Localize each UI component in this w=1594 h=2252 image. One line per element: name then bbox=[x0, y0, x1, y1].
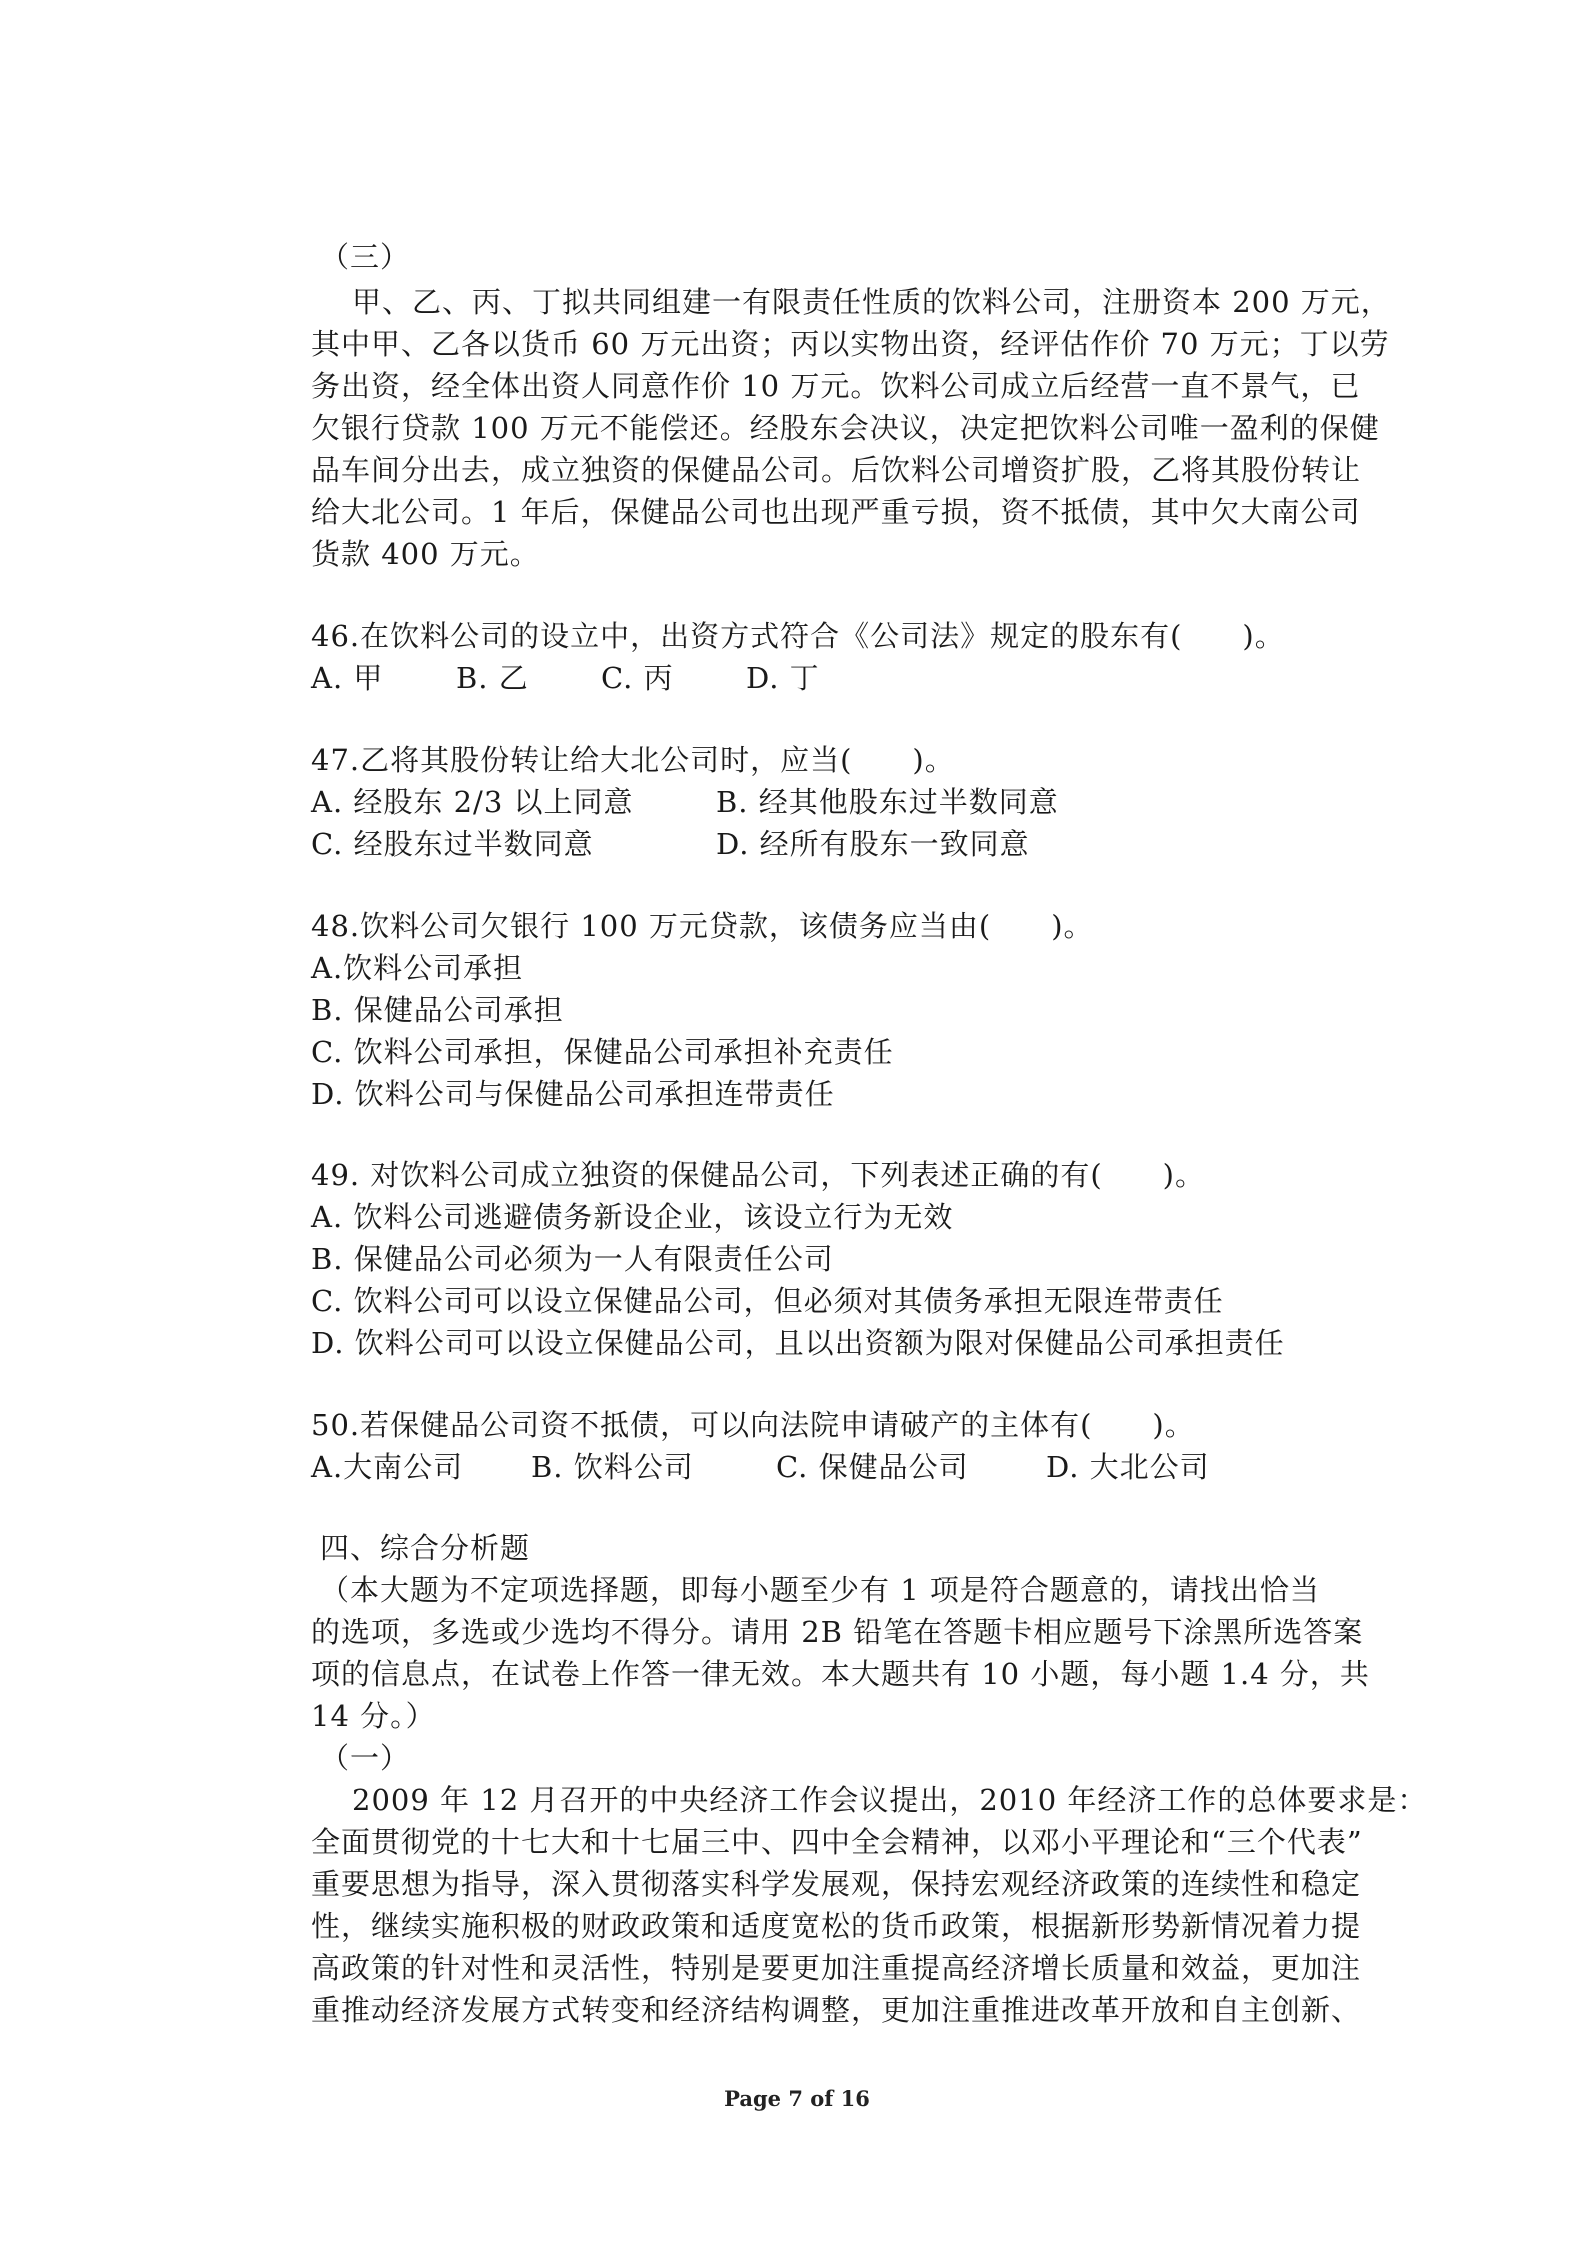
passage-line: 性，继续实施积极的财政政策和适度宽松的货币政策，根据新形势新情况着力提 bbox=[311, 1909, 1362, 1943]
option-c: C. 饮料公司可以设立保健品公司，但必须对其债务承担无限连带责任 bbox=[311, 1284, 1224, 1318]
option-d: D. 饮料公司与保健品公司承担连带责任 bbox=[311, 1077, 835, 1111]
case-line: 甲、乙、丙、丁拟共同组建一有限责任性质的饮料公司，注册资本 200 万元， bbox=[352, 285, 1391, 319]
option-d: D. 大北公司 bbox=[1046, 1450, 1210, 1484]
option-b: B. 保健品公司承担 bbox=[311, 993, 564, 1027]
passage-line: 高政策的针对性和灵活性，特别是要更加注重提高经济增长质量和效益，更加注 bbox=[311, 1951, 1362, 1985]
case-line: 品车间分出去，成立独资的保健品公司。后饮料公司增资扩股，乙将其股份转让 bbox=[311, 453, 1362, 487]
instruction-line: （本大题为不定项选择题，即每小题至少有 1 项是符合题意的，请找出恰当 bbox=[320, 1573, 1320, 1607]
instruction-line: 14 分。） bbox=[311, 1699, 436, 1733]
option-b: B. 经其他股东过半数同意 bbox=[716, 785, 1059, 819]
option-a: A. 经股东 2/3 以上同意 bbox=[311, 785, 634, 819]
passage-line: 全面贯彻党的十七大和十七届三中、四中全会精神，以邓小平理论和“三个代表” bbox=[311, 1825, 1363, 1859]
instruction-line: 项的信息点，在试卷上作答一律无效。本大题共有 10 小题，每小题 1.4 分，共 bbox=[311, 1657, 1370, 1691]
option-b: B. 饮料公司 bbox=[531, 1450, 694, 1484]
option-c: C. 饮料公司承担，保健品公司承担补充责任 bbox=[311, 1035, 894, 1069]
instruction-line: 的选项，多选或少选均不得分。请用 2B 铅笔在答题卡相应题号下涂黑所选答案 bbox=[311, 1615, 1364, 1649]
question-47-stem: 47.乙将其股份转让给大北公司时，应当( )。 bbox=[311, 743, 955, 777]
passage-line: 重要思想为指导，深入贯彻落实科学发展观，保持宏观经济政策的连续性和稳定 bbox=[311, 1867, 1362, 1901]
option-a: A.饮料公司承担 bbox=[311, 951, 524, 985]
case-line: 其中甲、乙各以货币 60 万元出资；丙以实物出资，经评估作价 70 万元；丁以劳 bbox=[311, 327, 1390, 361]
option-a: A. 饮料公司逃避债务新设企业，该设立行为无效 bbox=[311, 1200, 954, 1234]
question-46-stem: 46.在饮料公司的设立中，出资方式符合《公司法》规定的股东有( )。 bbox=[311, 619, 1285, 653]
page-number: Page 7 of 16 bbox=[724, 2086, 870, 2111]
option-b: B. 保健品公司必须为一人有限责任公司 bbox=[311, 1242, 834, 1276]
option-c: C. 丙 bbox=[601, 661, 674, 695]
option-c: C. 保健品公司 bbox=[776, 1450, 969, 1484]
question-48-stem: 48.饮料公司欠银行 100 万元贷款，该债务应当由( )。 bbox=[311, 909, 1094, 943]
question-50-stem: 50.若保健品公司资不抵债，可以向法院申请破产的主体有( )。 bbox=[311, 1408, 1195, 1442]
option-a: A. 甲 bbox=[311, 661, 384, 695]
case-line: 务出资，经全体出资人同意作价 10 万元。饮料公司成立后经营一直不景气，已 bbox=[311, 369, 1361, 403]
section-3-heading: （三） bbox=[320, 240, 411, 274]
passage-line: 2009 年 12 月召开的中央经济工作会议提出，2010 年经济工作的总体要求是： bbox=[352, 1783, 1428, 1817]
option-b: B. 乙 bbox=[456, 661, 529, 695]
case-line: 给大北公司。1 年后，保健品公司也出现严重亏损，资不抵债，其中欠大南公司 bbox=[311, 495, 1361, 529]
option-d: D. 饮料公司可以设立保健品公司，且以出资额为限对保健品公司承担责任 bbox=[311, 1326, 1285, 1360]
sub-heading: （一） bbox=[320, 1741, 411, 1775]
case-line: 货款 400 万元。 bbox=[311, 537, 540, 571]
question-49-stem: 49. 对饮料公司成立独资的保健品公司，下列表述正确的有( )。 bbox=[311, 1158, 1205, 1192]
option-d: D. 丁 bbox=[746, 661, 820, 695]
option-c: C. 经股东过半数同意 bbox=[311, 827, 594, 861]
section-4-title: 四、综合分析题 bbox=[320, 1531, 531, 1565]
option-d: D. 经所有股东一致同意 bbox=[716, 827, 1030, 861]
case-line: 欠银行贷款 100 万元不能偿还。经股东会决议，决定把饮料公司唯一盈利的保健 bbox=[311, 411, 1380, 445]
passage-line: 重推动经济发展方式转变和经济结构调整，更加注重推进改革开放和自主创新、 bbox=[311, 1993, 1362, 2027]
option-a: A.大南公司 bbox=[311, 1450, 464, 1484]
